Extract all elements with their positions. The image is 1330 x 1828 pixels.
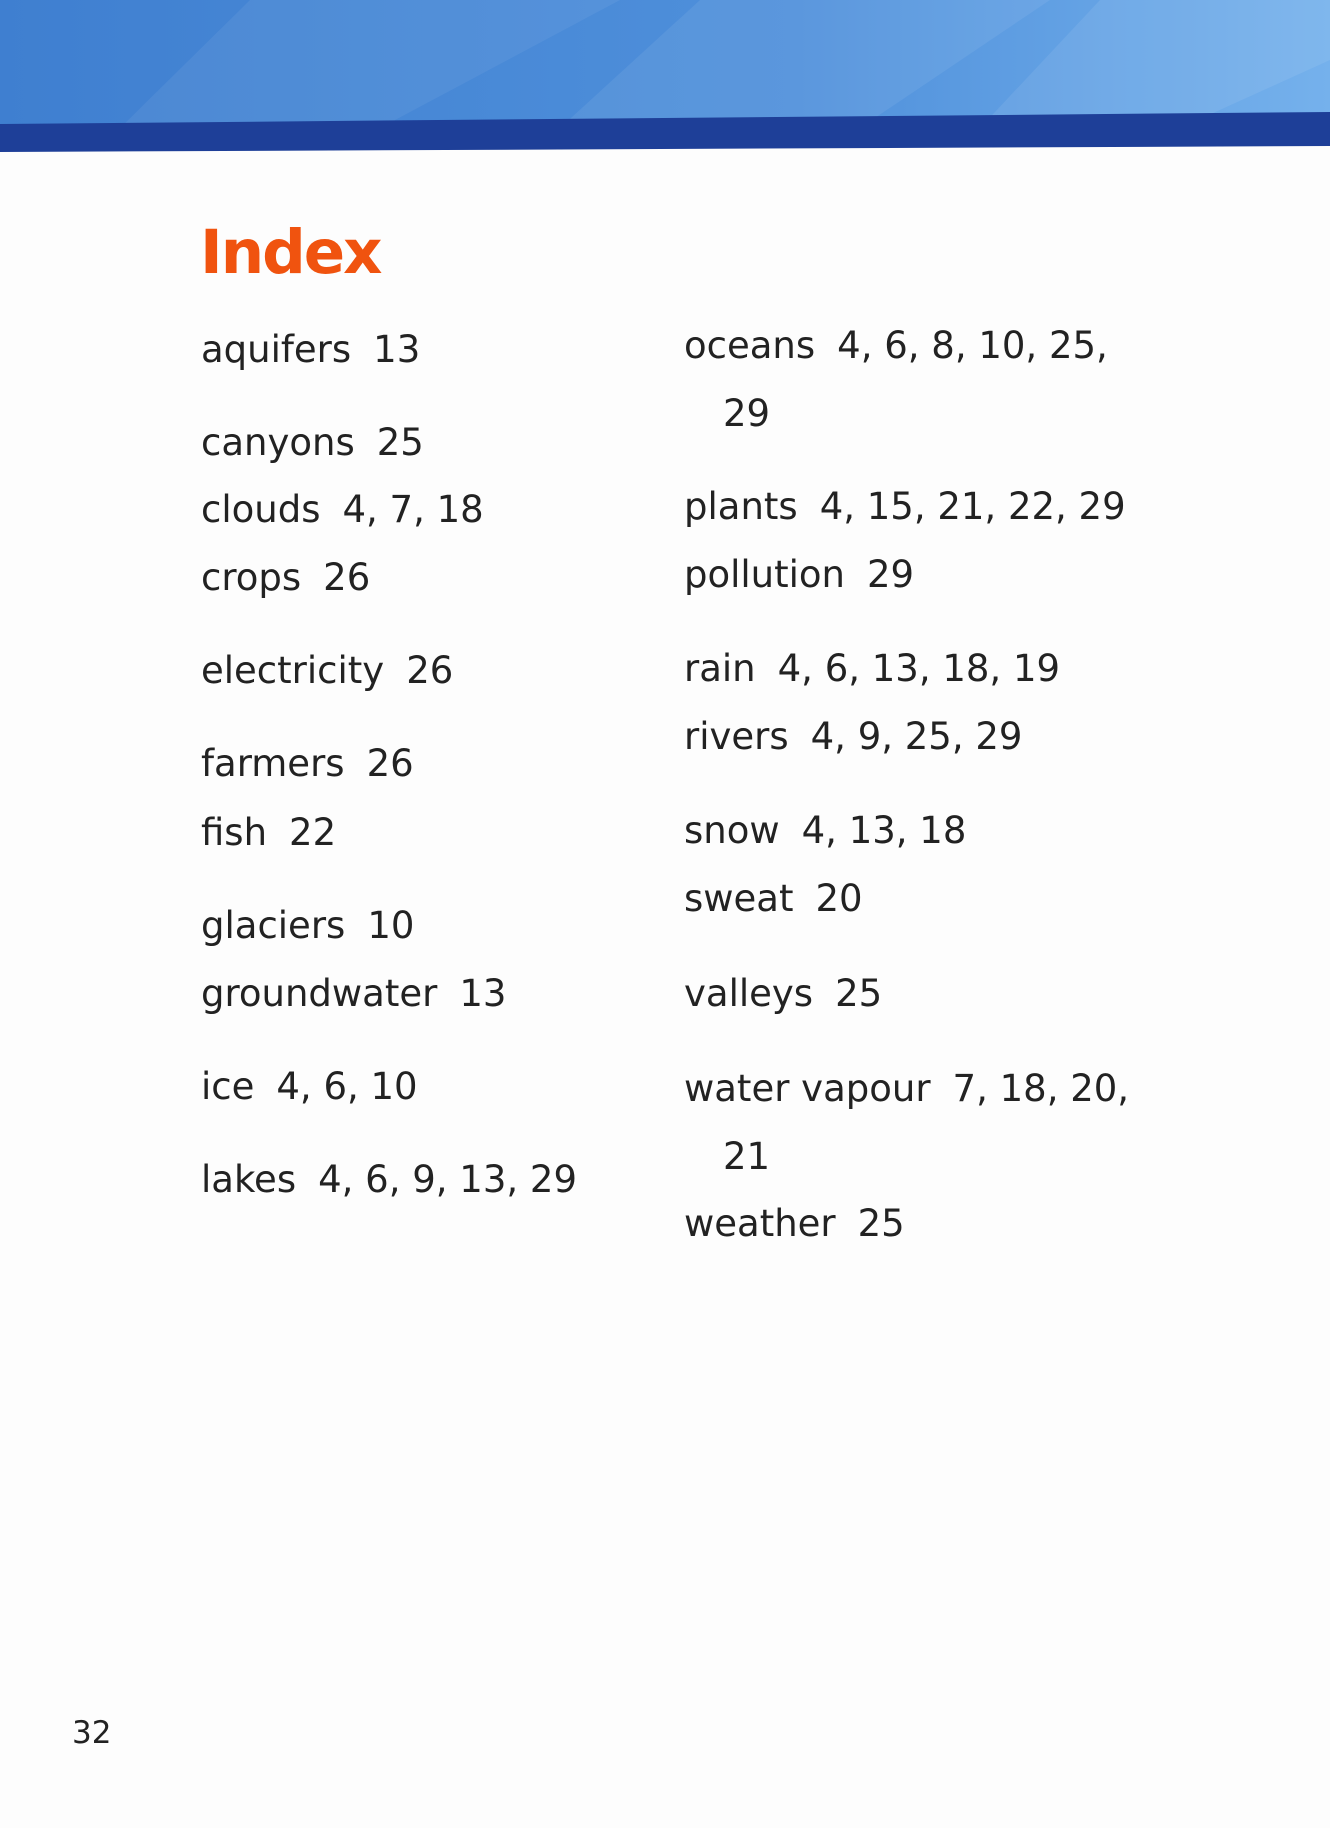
index-term: electricity: [201, 649, 385, 692]
index-pages: 25: [376, 421, 424, 464]
index-pages: 4, 6, 13, 18, 19: [777, 647, 1061, 690]
index-entry: [201, 892, 414, 960]
index-pages: 26: [406, 649, 454, 692]
index-entry: [684, 312, 1108, 448]
index-entry: [684, 1055, 1129, 1191]
index-entry: [684, 703, 1022, 771]
index-term: water vapour: [684, 1067, 931, 1110]
index-term: clouds: [201, 488, 321, 531]
index-term: plants: [684, 485, 798, 528]
index-pages: 4, 6, 8, 10, 25,: [837, 324, 1108, 367]
index-pages: 4, 7, 18: [342, 488, 484, 531]
index-entry: [201, 409, 424, 477]
index-term: pollution: [684, 553, 846, 596]
index-entry: [684, 797, 966, 865]
index-term: rivers: [684, 715, 789, 758]
index-entry: [201, 1146, 577, 1214]
index-entry: [684, 960, 882, 1028]
index-pages: 20: [815, 877, 863, 920]
index-entry: [201, 544, 370, 612]
index-pages: 4, 13, 18: [801, 809, 967, 852]
index-entry: [201, 960, 506, 1028]
index-entry: [684, 635, 1060, 703]
page-title: Index: [200, 217, 381, 288]
index-pages: 26: [323, 556, 371, 599]
index-entry: [684, 541, 914, 609]
page-number: 32: [72, 1715, 112, 1751]
index-entry: [684, 473, 1126, 541]
header-banner: [0, 0, 1330, 155]
index-term: snow: [684, 809, 780, 852]
index-term: farmers: [201, 742, 345, 785]
index-term: sweat: [684, 877, 794, 920]
index-term: lakes: [201, 1158, 297, 1201]
index-pages-continued: 29: [723, 392, 771, 435]
index-pages: 29: [867, 553, 915, 596]
index-pages: 13: [373, 328, 421, 371]
index-term: fish: [201, 811, 268, 854]
index-pages: 7, 18, 20,: [952, 1067, 1130, 1110]
index-pages: 25: [835, 972, 883, 1015]
index-entry: [684, 1190, 905, 1258]
index-term: valleys: [684, 972, 814, 1015]
index-entry: [201, 637, 453, 705]
index-pages: 10: [367, 904, 415, 947]
index-pages: 26: [366, 742, 414, 785]
index-entry: [201, 730, 414, 798]
index-term: oceans: [684, 324, 816, 367]
index-entry: [201, 476, 484, 544]
index-pages: 25: [857, 1202, 905, 1245]
index-term: rain: [684, 647, 756, 690]
index-entry: [201, 316, 420, 384]
index-term: groundwater: [201, 972, 438, 1015]
index-term: aquifers: [201, 328, 352, 371]
index-pages: 4, 6, 9, 13, 29: [318, 1158, 577, 1201]
index-pages: 22: [289, 811, 337, 854]
index-term: glaciers: [201, 904, 346, 947]
index-term: crops: [201, 556, 302, 599]
index-term: weather: [684, 1202, 836, 1245]
index-entry: [201, 799, 336, 867]
index-pages: 4, 9, 25, 29: [810, 715, 1023, 758]
index-entry: [684, 865, 863, 933]
index-entry: [201, 1053, 418, 1121]
index-pages: 4, 6, 10: [276, 1065, 418, 1108]
index-pages-continued: 21: [723, 1135, 771, 1178]
index-pages: 4, 15, 21, 22, 29: [819, 485, 1126, 528]
index-term: canyons: [201, 421, 355, 464]
index-term: ice: [201, 1065, 255, 1108]
index-pages: 13: [459, 972, 507, 1015]
